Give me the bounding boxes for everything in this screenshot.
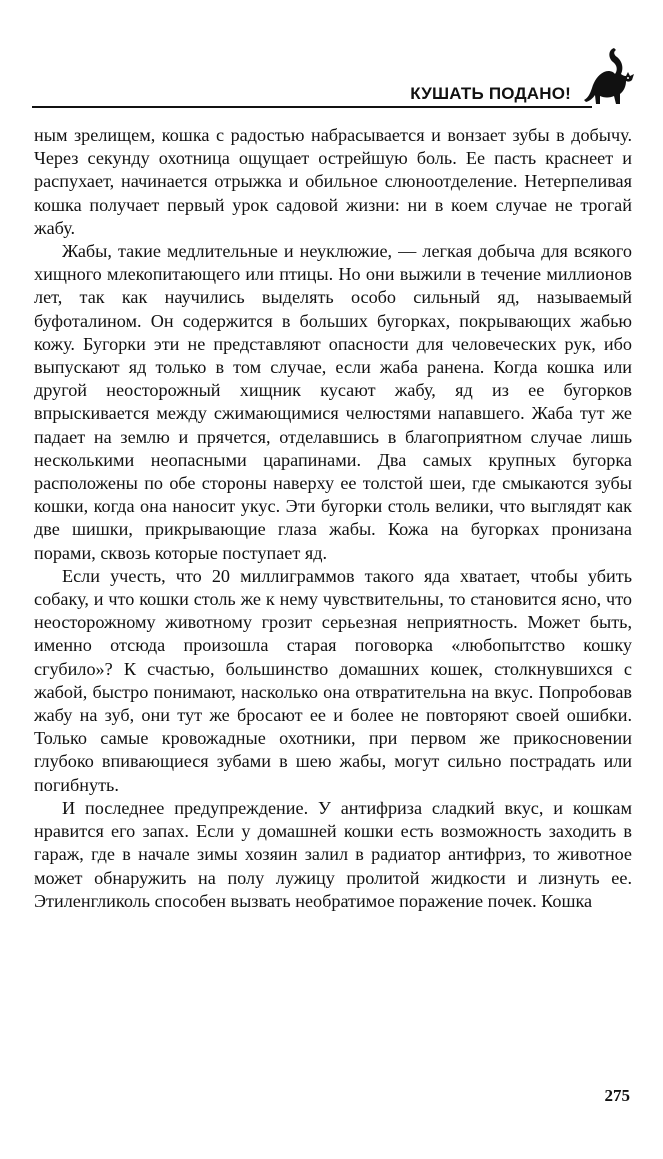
paragraph-4: И последнее предупреждение. У антифриза сладкий вкус, и кошкам нравится его запах. Если у домашней кошки есть возможность заходить в гараж, где в начале зимы хозяин залил в радиатор антифриз, то животное может обнаружить на полу лужицу пролитой жидкости и лизнуть ее. Этиленгликоль способен вызвать необратимое поражение почек. Кошка bbox=[34, 797, 632, 911]
cat-icon bbox=[578, 44, 638, 110]
paragraph-1: ным зрелищем, кошка с радостью набрасывается и вонзает зубы в добычу. Через секунду охотница ощущает острейшую боль. Ее пасть краснеет и распухает, начинается отрыжка и обильное слюноотделение. Нетерпеливая кошка получает первый урок садовой жизни: ни в коем случае не трогай жабу. bbox=[34, 125, 632, 238]
header-title: КУШАТЬ ПОДАНО! bbox=[410, 84, 571, 103]
body-text bbox=[34, 124, 632, 913]
paragraph-3: Если учесть, что 20 миллиграммов такого яда хватает, чтобы убить собаку, и что кошки столь же к нему чувствительны, то становится ясно, что неосторожному животному грозит серьезная неприятность. Может быть, именно отсюда произошла старая поговорка «любопытство кошку сгубило»? К счастью, большинство домашних кошек, столкнувшихся с жабой, быстро понимают, насколько она отвратительна на вкус. Попробовав жабу на зуб, они тут же бросают ее и более не повторяют своей ошибки. Только самые кровожадные охотники, при первом же прикосновении глубоко впивающиеся зубами в шею жабы, могут сильно пострадать или погибнуть. bbox=[34, 565, 632, 795]
page-number: 275 bbox=[604, 1086, 630, 1105]
running-header bbox=[0, 0, 663, 112]
header-rule bbox=[32, 106, 592, 108]
paragraph-2: Жабы, такие медлительные и неуклюжие, — легкая добыча для всякого хищного млекопитающего или птицы. Но они выжили в течение миллионов лет, так как научились выделять особо сильный яд, называемый буфоталином. Он содержится в больших бугорках, покрывающих жабью кожу. Бугорки эти не представляют опасности для человеческих рук, ибо выпускают яд только в том случае, если жаба ранена. Когда кошка или другой неосторожный хищник кусают жабу, яд из ее бугорков впрыскивается между сжимающимися челюстями напавшего. Жаба тут же падает на землю и прячется, отделавшись в благоприятном случае лишь несколькими неопасными царапинами. Два самых крупных бугорка расположены по обе стороны наверху ее толстой шеи, где смыкаются зубы кошки, когда она наносит укус. Эти бугорки столь велики, что выглядят как две шишки, прикрывающие глаза жабы. Кожа на бугорках пронизана порами, сквозь которые поступает яд. bbox=[34, 241, 632, 563]
